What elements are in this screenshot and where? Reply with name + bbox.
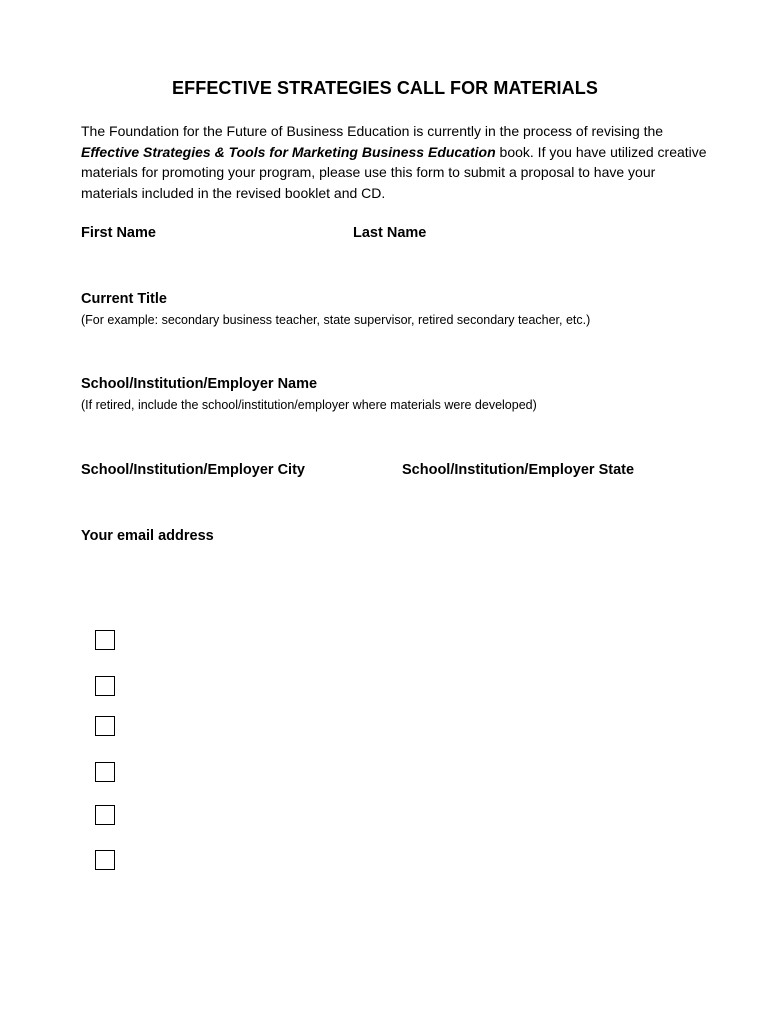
intro-text-end: book. If you have utilized creative materials for promoting your program, please use this form to submit a proposal to have your materials included in the revised booklet and CD.	[81, 143, 707, 202]
first-name-label: First Name	[81, 225, 156, 241]
document-title: EFFECTIVE STRATEGIES CALL FOR MATERIALS	[172, 78, 598, 98]
checkbox-3[interactable]	[95, 716, 115, 736]
email-label: Your email address	[81, 528, 214, 544]
checkbox-5[interactable]	[95, 805, 115, 825]
employer-name-label: School/Institution/Employer Name	[81, 376, 318, 392]
current-title-label: Current Title	[81, 291, 167, 307]
checkbox-1[interactable]	[95, 630, 115, 650]
employer-state-label: School/Institution/Employer State	[402, 462, 635, 478]
checkbox-2[interactable]	[95, 676, 115, 696]
intro-text-start: The Foundation for the Future of Business Education is currently in the process of revising the	[81, 123, 664, 139]
intro-paragraph	[81, 121, 711, 204]
last-name-label: Last Name	[353, 225, 427, 241]
employer-name-hint: (If retired, include the school/institution/employer where materials were developed)	[81, 398, 537, 412]
current-title-hint: (For example: secondary business teacher, state supervisor, retired secondary teacher, etc.)	[81, 313, 591, 327]
checkbox-4[interactable]	[95, 762, 115, 782]
book-title: Effective Strategies & Tools for Marketing Business Education	[81, 143, 496, 160]
employer-city-label: School/Institution/Employer City	[81, 462, 305, 478]
checkbox-6[interactable]	[95, 850, 115, 870]
